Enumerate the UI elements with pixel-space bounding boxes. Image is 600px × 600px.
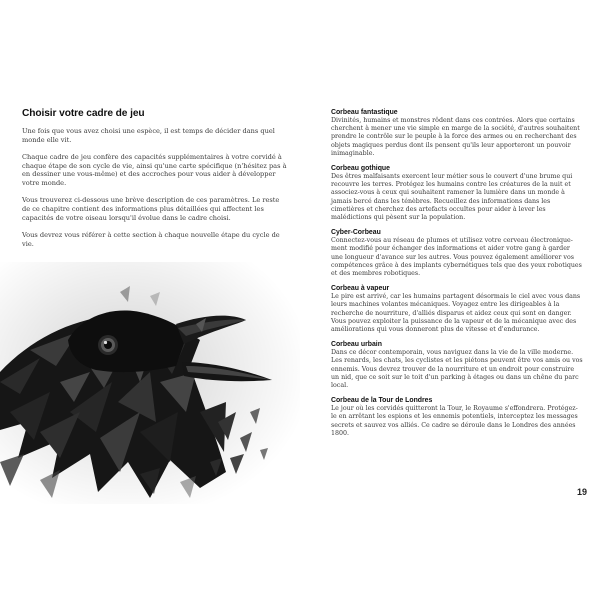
setting-body: Des êtres malfaisants exercent leur métier sous le couvert d'une brume qui recouvre les terres. Protégez les humains contre les créatures de la nuit et associez-vous à ceux qui souhaitent ramener la lumière dans un monde à jamais bercé dans les ténèbres. Recueillez des informations dans les cimetières et cherchez des artefacts occultes pour aider à lever les malédictions qui pèsent sur la population.: [331, 173, 573, 222]
setting-title: Corbeau à vapeur: [331, 285, 390, 293]
setting-section-gothique: [331, 165, 583, 222]
intro-paragraph-1: Une fois que vous avez choisi une espèce, il est temps de décider dans quel monde elle vit.: [22, 127, 275, 144]
setting-title: Corbeau gothique: [331, 165, 390, 173]
setting-title: Corbeau de la Tour de Londres: [331, 397, 433, 405]
setting-section-urbain: [331, 341, 583, 390]
setting-section-cyber: [331, 229, 583, 278]
setting-body: Connectez-vous au réseau de plumes et utilisez votre cerveau électronique-ment modifié pour échanger des informations et aider votre gang à garder une longueur d'avance sur les autres. Vous pouvez également améliorer vos compétences grâce à des implants cybernétiques tels que des yeux robotiques et des membres robotiques.: [331, 237, 582, 278]
setting-body: Le pire est arrivé, car les humains partagent désormais le ciel avec vous dans leurs machines volantes mécaniques. Voyagez entre les dirigeables à la recherche de nourriture, d'alliés disparus et aidez ceux qui sont en danger. Vous pouvez exploiter la puissance de la vapeur et de la mécanique avec des améliorations qui vous donneront plus de vitesse et d'endurance.: [331, 293, 581, 334]
right-column: [331, 109, 583, 445]
setting-title: Corbeau fantastique: [331, 109, 398, 116]
setting-section-fantastique: [331, 109, 583, 158]
setting-section-vapeur: [331, 285, 583, 334]
intro-paragraph-4: Vous devrez vous référer à cette section à chaque nouvelle étape du cycle de vie.: [22, 230, 280, 248]
setting-title: Corbeau urbain: [331, 341, 382, 349]
setting-section-londres: [331, 397, 583, 438]
page-title: Choisir votre cadre de jeu: [22, 108, 145, 119]
raven-illustration: [0, 262, 300, 504]
setting-body: Dans ce décor contemporain, vous naviguez dans la vie de la ville moderne. Les renards, les chats, les cyclistes et les piétons peuvent être vos amis ou vos ennemis. Vous devrez trouver de la nourriture et un endroit pour construire un nid, que ce soit sur le toit d'un parking à étages ou dans un chêne du parc local.: [331, 349, 583, 390]
intro-paragraph-2: Chaque cadre de jeu confère des capacités supplémentaires à votre corvidé à chaque étape de son cycle de vie, ainsi qu'une carte spécifique (n'hésitez pas à en dessiner une vous-même) et des accroches pour vous aider à développer votre monde.: [22, 152, 287, 188]
left-column: [22, 108, 287, 257]
setting-body: Divinités, humains et monstres rôdent dans ces contrées. Alors que certains cherchent à mener une vie simple en marge de la société, d'autres souhaitent prendre le contrôle sur le peuple à la force des armes ou en recherchant des objets magiques perdus dont ils pensent qu'ils leur apporteront un pouvoir inimaginable.: [331, 117, 580, 157]
intro-paragraph-3: Vous trouverez ci-dessous une brève description de ces paramètres. Le reste de ce chapitre contient des informations plus détaillées qui affectent les capacités de votre oiseau lorsqu'il évolue dans le cadre choisi.: [22, 196, 280, 222]
setting-body: Le jour où les corvidés quitteront la Tour, le Royaume s'effondrera. Protégez-le en arrêtant les espions et les ennemis potentiels, interceptez les messages secrets et sauvez vos alliés. Ce cadre se déroule dans le Londres des années 1800.: [331, 405, 578, 437]
setting-title: Cyber-Corbeau: [331, 229, 381, 237]
page-number: 19: [577, 487, 588, 497]
